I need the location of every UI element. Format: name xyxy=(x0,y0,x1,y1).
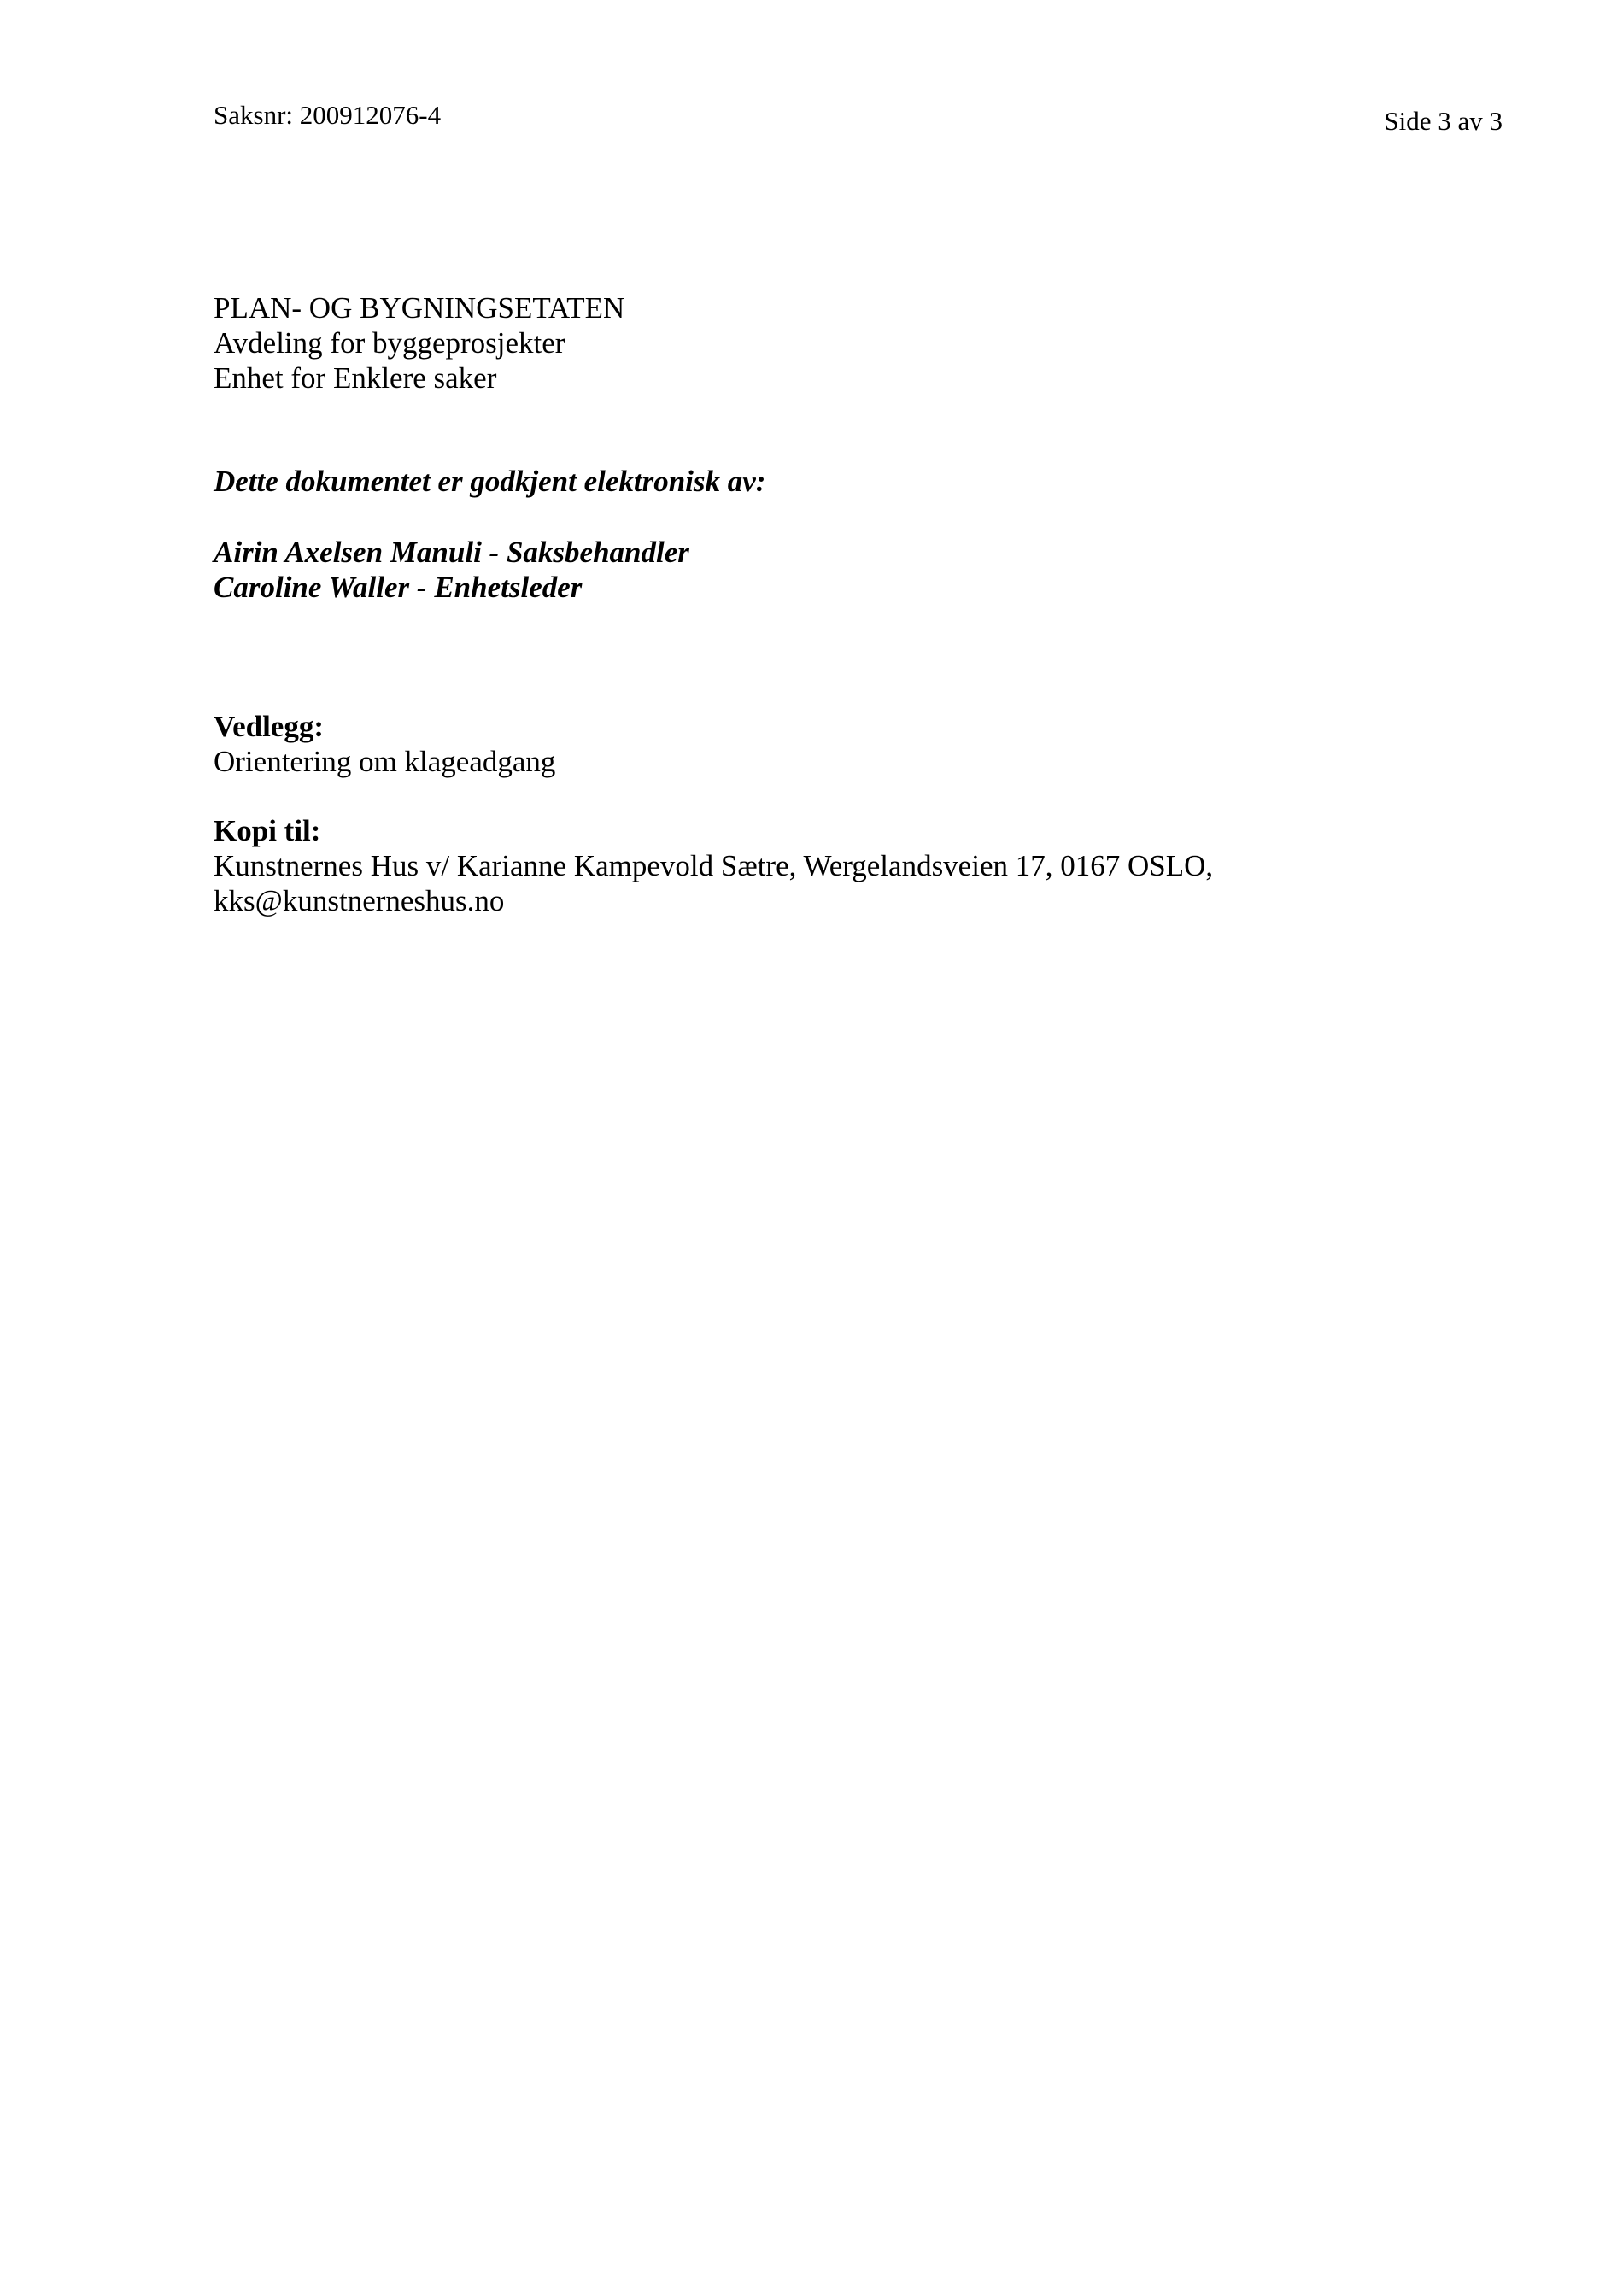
department-name: Avdeling for byggeprosjekter xyxy=(214,326,565,360)
page-indicator: Side 3 av 3 xyxy=(1384,106,1503,136)
agency-name: PLAN- OG BYGNINGSETATEN xyxy=(214,291,625,325)
attachments-section xyxy=(214,709,555,779)
copy-to-section xyxy=(214,813,1213,918)
attachment-item: Orientering om klageadgang xyxy=(214,745,556,778)
copy-to-recipient: Kunstnernes Hus v/ Karianne Kampevold Sætre, Wergelandsveien 17, 0167 OSLO, xyxy=(214,849,1214,882)
signer: Airin Axelsen Manuli - Saksbehandler xyxy=(214,536,689,569)
approval-statement: Dette dokumentet er godkjent elektronisk av: xyxy=(214,465,766,498)
attachments-heading: Vedlegg: xyxy=(214,710,324,743)
signer: Caroline Waller - Enhetsleder xyxy=(214,571,583,604)
unit-name: Enhet for Enklere saker xyxy=(214,361,497,395)
case-number: Saksnr: 200912076-4 xyxy=(214,100,442,130)
signers-block xyxy=(214,535,689,605)
sender-block xyxy=(214,290,624,395)
copy-to-heading: Kopi til: xyxy=(214,814,321,847)
copy-to-email: kks@kunstnerneshus.no xyxy=(214,884,505,917)
